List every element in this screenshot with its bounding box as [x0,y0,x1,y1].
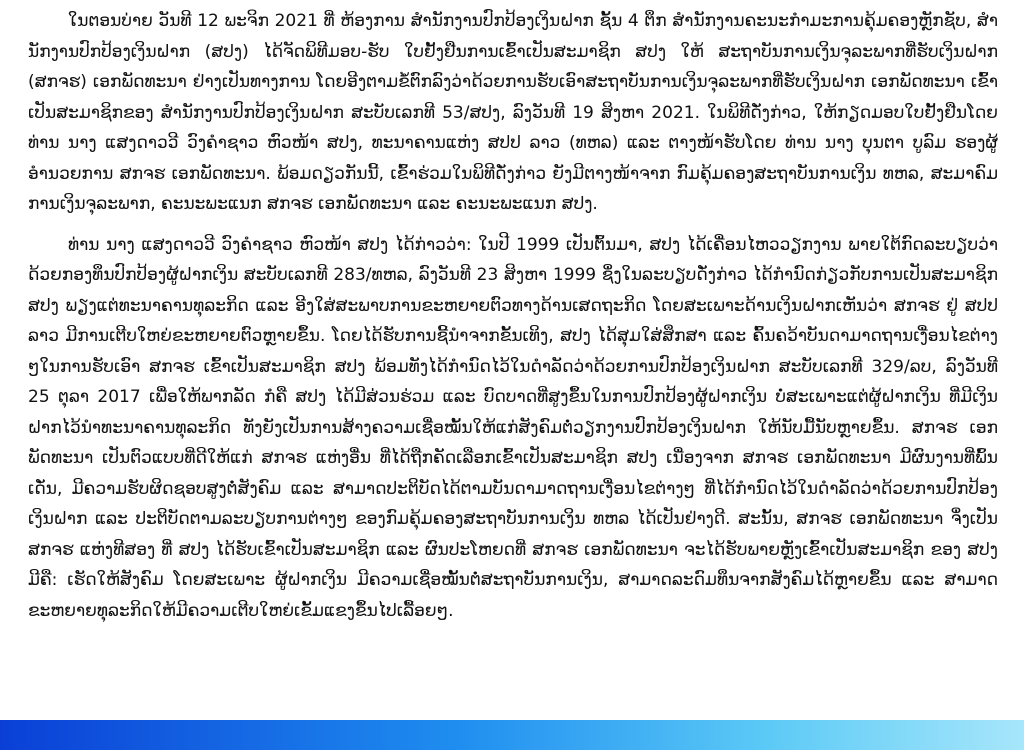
footer-gradient-bar [0,720,1024,750]
article-body [28,6,998,636]
paragraph-statement: ທ່ານ ນາງ ແສງດາວວີ ວົງຄໍາຊາວ ຫົວໜ້າ ສປງ ໄດ້ກ່າວວ່າ: ໃນປີ 1999 ເປັນຕົ້ນມາ, ສປງ ໄດ້ເຄື່ອນໄຫວວຽກງານ ພາຍໃຕ້ກົດລະບຽບວ່າດ້ວຍກອງທຶນປົກປ້ອງຜູ້ຝາກເງິນ ສະບັບເລກທີ 283/ທຫລ, ລົງວັນທີ 23 ສິງຫາ 1999 ຊຶ່ງໃນລະບຽບດັ່ງກ່າວ ໄດ້ກໍານົດກ່ຽວກັບການເປັນສະມາຊິກ ສປງ ພຽງແຕ່ທະນາຄານທຸລະກິດ ແລະ ອີງໃສ່ສະພາບການຂະຫຍາຍຕົວທາງດ້ານເສດຖະກິດ ໂດຍສະເພາະດ້ານເງິນຝາກເຫັນວ່າ ສກຈຮ ຢູ່ ສປປ ລາວ ມີການເຕີບໃຫຍ່ຂະຫຍາຍຕົວຫຼາຍຂຶ້ນ. ໂດຍໄດ້ຮັບການຊີ້ນໍາຈາກຂັ້ນເທິງ, ສປງ ໄດ້ສຸມໃສ່ສຶກສາ ແລະ ຄົ້ນຄວ້າບັນດາມາດຖານເງື່ອນໄຂຕ່າງໆໃນການຮັບເອົາ ສກຈຮ ເຂົ້າເປັນສະມາຊິກ ສປງ ພ້ອມທັງໄດ້ກໍານົດໄວ້ໃນດໍາລັດວ່າດ້ວຍການປົກປ້ອງເງິນຝາກ ສະບັບເລກທີ 329/ລບ, ລົງວັນທີ 25 ຕຸລາ 2017 ເພື່ອໃຫ້ພາກລັດ ກໍຄື ສປງ ໄດ້ມີສ່ວນຮ່ວມ ແລະ ບົດບາດທີ່ສູງຂຶ້ນໃນການປົກປ້ອງຜູ້ຝາກເງິນ ບໍ່ສະເພາະແຕ່ຜູ້ຝາກເງິນ ທີ່ມີເງິນຝາກໄວ້ນໍາທະນາຄານທຸລະກິດ ທັງຍັງເປັນການສ້າງຄວາມເຊື່ອໝັ້ນໃຫ້ແກ່ສັງຄົມຕໍ່ວຽກງານປົກປ້ອງເງິນຝາກ ໃຫ້ນັບມື້ນັບຫຼາຍຂຶ້ນ. ສກຈຮ ເອກພັດທະນາ ເປັນຕົວແບບທີ່ດີໃຫ້ແກ່ ສກຈຮ ແຫ່ງອື່ນ ທີ່ໄດ້ຖືກຄັດເລືອກເຂົ້າເປັນສະມາຊິກ ສປງ ເນື່ອງຈາກ ສກຈຮ ເອກພັດທະນາ ມີຜົນງານທີ່ພົ້ນເດັ່ນ, ມີຄວາມຮັບຜິດຊອບສູງຕໍ່ສັງຄົມ ແລະ ສາມາດປະຕິບັດໄດ້ຕາມບັນດາມາດຖານເງື່ອນໄຂຕ່າງໆ ທີ່ໄດ້ກໍານົດໄວ້ໃນດໍາລັດວ່າດ້ວຍການປົກປ້ອງເງິນຝາກ ແລະ ປະຕິບັດຕາມລະບຽບການຕ່າງໆ ຂອງກົມຄຸ້ມຄອງສະຖາບັນການເງິນ ທຫລ ໄດ້ເປັນຢ່າງດີ. ສະນັ້ນ, ສກຈຮ ເອກພັດທະນາ ຈຶ່ງເປັນ ສກຈຮ ແຫ່ງທີສອງ ທີ່ ສປງ ໄດ້ຮັບເຂົ້າເປັນສະມາຊິກ ແລະ ຜົນປະໂຫຍດທີ່ ສກຈຮ ເອກພັດທະນາ ຈະໄດ້ຮັບພາຍຫຼັງເຂົ້າເປັນສະມາຊິກ ຂອງ ສປງ ມີຄື: ເຮັດໃຫ້ສັງຄົມ ໂດຍສະເພາະ ຜູ້ຝາກເງິນ ມີຄວາມເຊື່ອໝັ້ນຕໍ່ສະຖາບັນການເງິນ, ສາມາດລະດົມທຶນຈາກສັງຄົມໄດ້ຫຼາຍຂຶ້ນ ແລະ ສາມາດຂະຫຍາຍທຸລະກິດໃຫ້ມີຄວາມເຕີບໃຫຍ່ເຂັ້ມແຂງຂຶ້ນໄປເລື້ອຍໆ. [28,234,998,621]
paragraph-ceremony: ໃນຕອນບ່າຍ ວັນທີ 12 ພະຈິກ 2021 ທີ່ ຫ້ອງການ ສໍານັກງານປົກປ້ອງເງິນຝາກ ຊັ້ນ 4 ຕຶກ ສໍານັກງານຄະນະກໍາມະການຄຸ້ມຄອງຫຼັກຊັບ, ສໍານັກງານປົກປ້ອງເງິນຝາກ (ສປງ) ໄດ້ຈັດພິທີມອບ-ຮັບ ໃບຢັ້ງຢືນການເຂົ້າເປັນສະມາຊິກ ສປງ ໃຫ້ ສະຖາບັນການເງິນຈຸລະພາກທີ່ຮັບເງິນຝາກ (ສກຈຮ) ເອກພັດທະນາ ຢ່າງເປັນທາງການ ໂດຍອີງຕາມຂໍ້ຕົກລົງວ່າດ້ວຍການຮັບເອົາສະຖາບັນການເງິນຈຸລະພາກທີ່ຮັບເງິນຝາກ ເອກພັດທະນາ ເຂົ້າເປັນສະມາຊິກຂອງ ສໍານັກງານປົກປ້ອງເງິນຝາກ ສະບັບເລກທີ 53/ສປງ, ລົງວັນທີ 19 ສິງຫາ 2021. ໃນພິທີດັ່ງກ່າວ, ໃຫ້ກຽດມອບໃບຢັ້ງຢືນໂດຍ ທ່ານ ນາງ ແສງດາວວີ ວົງຄໍາຊາວ ຫົວໜ້າ ສປງ, ທະນາຄານແຫ່ງ ສປປ ລາວ (ທຫລ) ແລະ ຕາງໜ້າຮັບໂດຍ ທ່ານ ນາງ ບຸນຕາ ບູລົມ ຮອງຜູ້ອໍານວຍການ ສກຈຮ ເອກພັດທະນາ. ພ້ອມດຽວກັນນີ້, ເຂົ້າຮ່ວມໃນພິທີດັ່ງກ່າວ ຍັງມີຕາງໜ້າຈາກ ກົມຄຸ້ມຄອງສະຖາບັນການເງິນ ທຫລ, ສະມາຄົມການເງິນຈຸລະພາກ, ຄະນະພະແນກ ສກຈຮ ເອກພັດທະນາ ແລະ ຄະນະພະແນກ ສປງ. [28,11,998,214]
